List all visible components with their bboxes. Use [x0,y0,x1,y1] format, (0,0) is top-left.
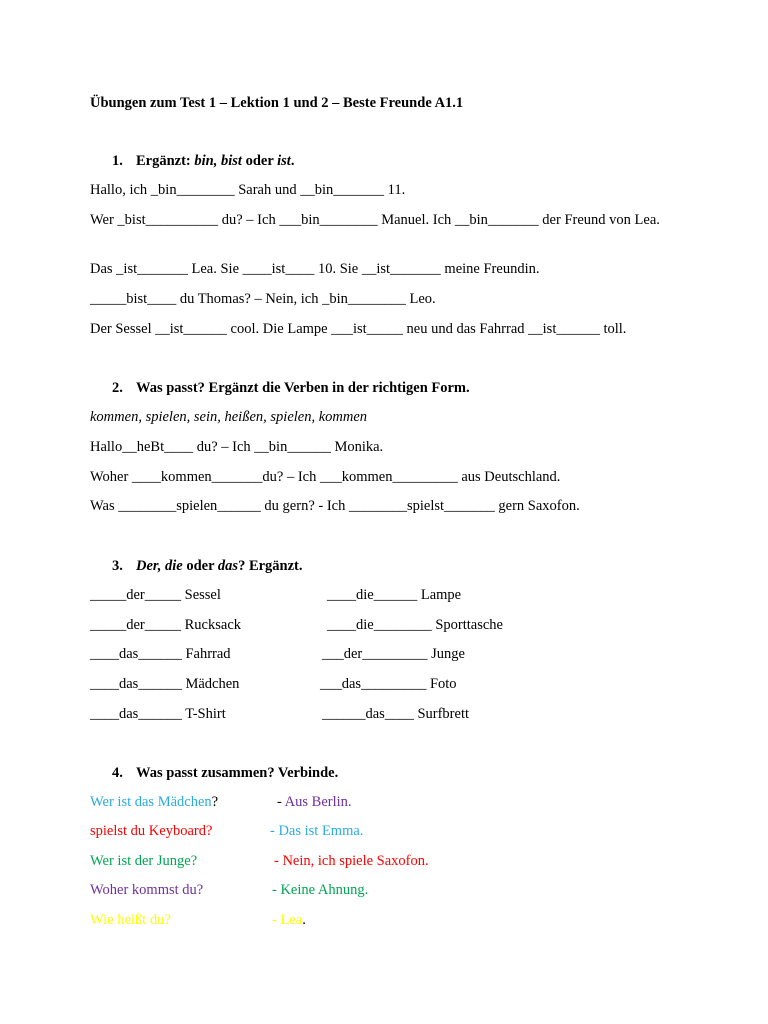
match-answer: - Nein, ich spiele Saxofon. [274,853,429,869]
section-1-heading: 1. Ergänzt: bin, bist oder ist. [112,153,295,169]
exercise-line: Das _ist_______ Lea. Sie ____ist____ 10. Sie __ist_______ meine Freundin. [90,261,540,277]
section-2-number: 2. [112,380,123,396]
article-right: ___das_________ Foto [320,676,457,692]
exercise-line: Was ________spielen______ du gern? - Ich ________spielst_______ gern Saxofon. [90,498,580,514]
article-right: ____die______ Lampe [327,587,462,603]
match-question: Wer ist der Junge? [90,853,198,869]
match-question: Wie heißt du? [90,912,171,928]
match-question: Wer ist das Mädchen? [90,794,219,810]
exercise-line: Wer _bist__________ du? – Ich ___bin________ Manuel. Ich __bin_______ der Freund von Lea. [90,212,660,228]
match-answer: - Keine Ahnung. [272,882,369,898]
article-right: ___der_________ Junge [322,646,465,662]
section-4-number: 4. [112,765,123,781]
exercise-line: Der Sessel __ist______ cool. Die Lampe ___ist_____ neu und das Fahrrad __ist______ toll. [90,321,627,337]
section-2-heading: 2. Was passt? Ergänzt die Verben in der richtigen Form. [112,380,470,396]
page-title: Übungen zum Test 1 – Lektion 1 und 2 – Beste Freunde A1.1 [90,95,464,111]
match-answer: - Das ist Emma. [270,823,364,839]
article-left: ____das______ T-Shirt [90,706,226,722]
section-1-number: 1. [112,153,123,169]
article-right: ______das____ Surfbrett [322,706,469,722]
word-bank: kommen, spielen, sein, heißen, spielen, kommen [90,409,368,425]
article-left: ____das______ Mädchen [90,676,240,692]
article-left: _____der_____ Sessel [90,587,221,603]
exercise-line: Hallo__heBt____ du? – Ich __bin______ Monika. [90,439,384,455]
section-3-heading: 3. Der, die oder das? Ergänzt. [112,558,303,574]
exercise-line: Woher ____kommen_______du? – Ich ___kommen_________ aus Deutschland. [90,469,561,485]
article-left: _____der_____ Rucksack [90,617,242,633]
exercise-line: _____bist____ du Thomas? – Nein, ich _bin________ Leo. [90,291,436,307]
exercise-line: Hallo, ich _bin________ Sarah und __bin_______ 11. [90,182,406,198]
match-answer: - Lea. [272,912,306,928]
article-left: ____das______ Fahrrad [90,646,231,662]
match-question: spielst du Keyboard? [90,823,213,839]
section-3-number: 3. [112,558,123,574]
match-question: Woher kommst du? [90,882,204,898]
match-answer: - Aus Berlin. [277,794,352,810]
article-right: ____die________ Sporttasche [327,617,503,633]
section-4-heading: 4. Was passt zusammen? Verbinde. [112,765,339,781]
